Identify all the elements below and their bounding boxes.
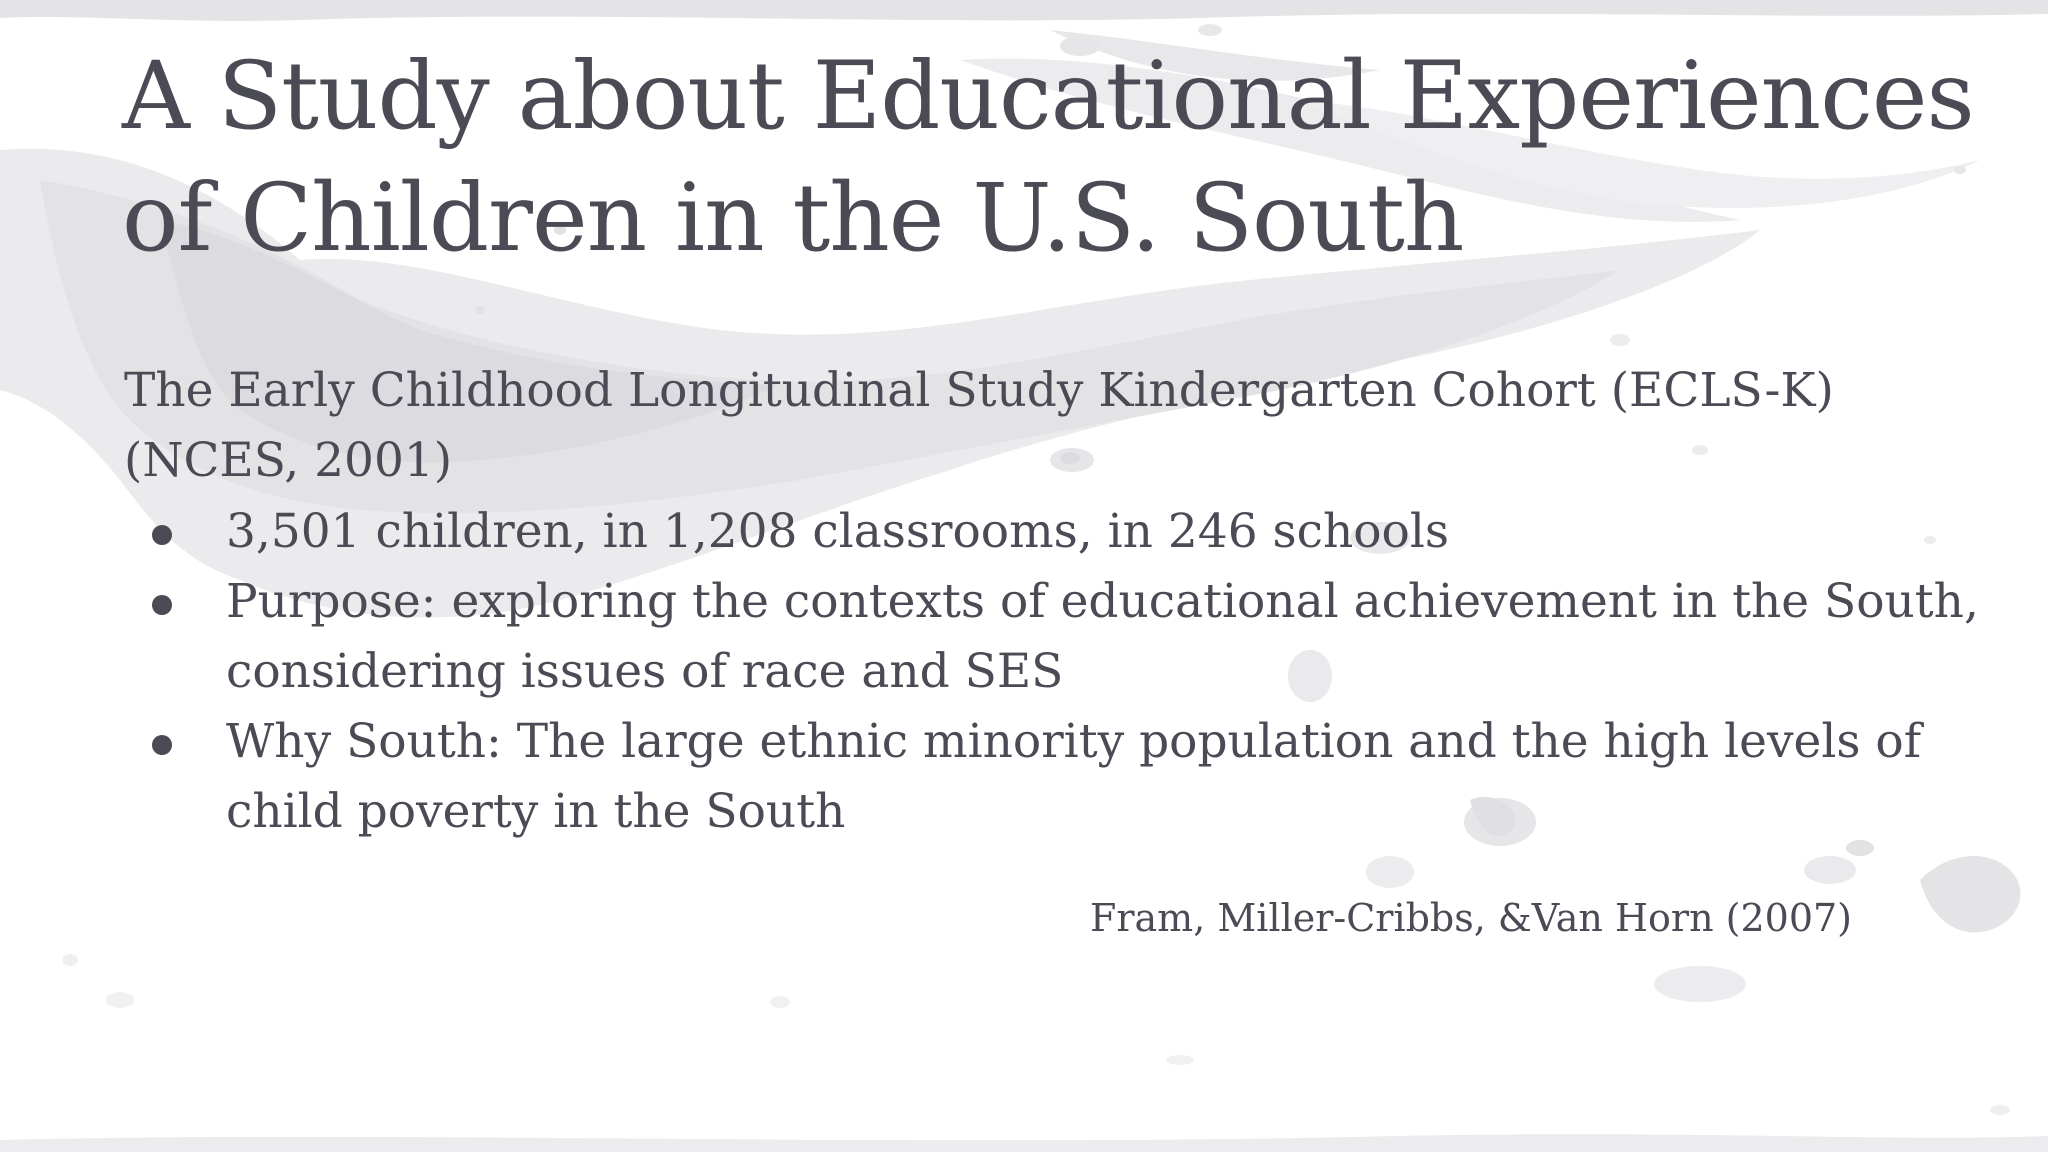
citation: Fram, Miller-Cribbs, &Van Horn (2007) — [1089, 896, 1852, 940]
bullet-item-purpose — [124, 567, 1979, 707]
study-description — [124, 356, 1924, 496]
bullet-text: Why South: The large ethnic minority population and the high levels of — [226, 714, 1922, 769]
bullet-text: Purpose: exploring the contexts of educational achievement in the South, — [226, 574, 1979, 629]
bullet-dot-icon — [152, 525, 172, 545]
slide-title-line-2: of Children in the U.S. South — [122, 164, 1464, 273]
study-description-line-1: The Early Childhood Longitudinal Study Kindergarten Cohort (ECLS-K) — [124, 363, 1834, 418]
bullet-text-continued: considering issues of race and SES — [226, 644, 1064, 699]
bullet-list — [124, 497, 1979, 847]
bullet-item-sample — [124, 497, 1924, 567]
slide-title-line-1: A Study about Educational Experiences — [122, 42, 1974, 151]
study-description-line-2: (NCES, 2001) — [124, 433, 453, 488]
bullet-text-continued: child poverty in the South — [226, 784, 846, 839]
bullet-item-why-south — [124, 707, 1924, 847]
bullet-dot-icon — [152, 595, 172, 615]
bullet-dot-icon — [152, 735, 172, 755]
bullet-text: 3,501 children, in 1,208 classrooms, in 246 schools — [226, 504, 1449, 559]
slide-title — [122, 36, 1982, 280]
